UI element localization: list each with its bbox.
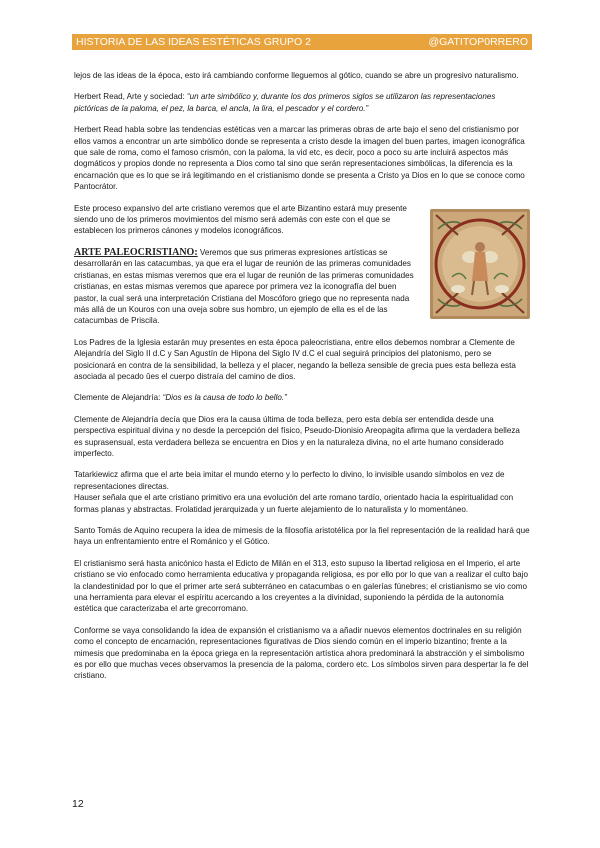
fresco-figure: [430, 209, 530, 319]
quote-author: Clemente de Alejandría:: [74, 393, 163, 403]
paragraph-edicto-milan: El cristianismo será hasta anicónico hasta el Edicto de Milán en el 313, esto supuso la libertad religiosa en el Imperio, el arte cristiano se vio enfocado como herramienta educativa y propaganda religiosa, es por ello por lo que van a realizar el culto bajo la clandestinidad por lo que el primer arte será subterráneo en catacumbas o en galerías fúnebres; el cristianismo se vio como una herramienta para elevar el espíritu acercando a los creyentes a la divinidad, suponiendo la pérdida de la autonomía estética que caracterizaba el arte grecorromano.: [74, 558, 528, 614]
paragraph-clemente-quote: [74, 392, 530, 403]
paragraph-bizantino: Este proceso expansivo del arte cristiano veremos que el arte Bizantino estará muy presente siendo uno de los primeros movimientos del mismo será además con este con el que se establecen los primeros cánones y modelos iconográficos.: [74, 203, 407, 236]
document-header: [72, 34, 532, 50]
header-title: HISTORIA DE LAS IDEAS ESTÉTICAS GRUPO 2: [76, 36, 311, 48]
section-body: Veremos que sus primeras expresiones artísticas se desarrollarán en las catacumbas, ya que era el lugar de reunión de las primeras comunidades cristianas, en estas mismas veremos que era el lugar de reunión de las primeras comunidades cristianas, en estas mismas veremos que aparece por primera vez la iconografía del buen pastor, la cual será una interpretación Cristiana del Moscóforo griego que no representa nada más allá de un Kouros con una oveja sobre sus hombro, un ejemplo de ella es el de las catacumbas de Priscila.: [74, 247, 414, 326]
paragraph-hauser: Hauser señala que el arte cristiano primitivo era una evolución del arte romano tardío, orientado hacia la espiritualidad con formas planas y abstractas. Frolatidad jerarquizada y un fuerte alejamiento de lo naturalista y lo momentáneo.: [74, 493, 514, 514]
paragraph-read-quote: [74, 91, 530, 114]
paragraph-read-analysis: Herbert Read habla sobre las tendencias estéticas ven a marcar las primeras obras de arte bajo el seno del cristianismo por ellos vamos a encontrar un arte simbólico donde se representa a cristo desde la imagen del buen partes, imagen iconográfica que sale de roma, como el famoso crismón, con la paloma, la vid etc, es decir, poco a poco su arte incluirá aspectos más dogmáticos y propios donde no representa a Dios como tal sino que serán representaciones simbólicas, la diferencia es la encarnación que es lo que se irá legitimando en el cristianismo donde se presenta a Cristo ya Dios en lo que se conoce como Pantocrátor.: [74, 125, 525, 192]
paragraph-intro: lejos de las ideas de la época, esto irá cambiando conforme lleguemos al gótico, cuando se abre un progresivo naturalismo.: [74, 71, 519, 80]
paragraph-aquino: Santo Tomás de Aquino recupera la idea de mimesis de la filosofía aristotélica por la fiel representación de la realidad hará que haya un enfrentamiento entre el Románico y el Gótico.: [74, 526, 530, 547]
header-handle: @GATITOP0RRERO: [428, 36, 528, 48]
paragraph-expansion: Conforme se vaya consolidando la idea de expansión el cristianismo va a añadir nuevos elementos doctrinales en su religión como el concepto de encarnación, representaciones figurativas de Dios siendo común en el imperio bizantino; frente a la mimesis que predominaba en la época griega en la representación artística ahora predominará la abstracción y el simbolismo es por ello que muchas veces observamos la presencia de la paloma, cordero etc. Los símbolos sirven para despertar la fe del cristiano.: [74, 625, 529, 681]
paragraph-tatarkiewicz: Tatarkiewicz afirma que el arte beia imitar el mundo eterno y lo perfecto lo divino, lo invisible usando símbolos en vez de representaciones directas.: [74, 470, 505, 491]
good-shepherd-fresco-image: [430, 209, 530, 319]
section-heading: ARTE PALEOCRISTIANO:: [74, 246, 198, 258]
quote-text: “un arte simbólico y, durante los dos primeros siglos se utilizaron las representaciones pictóricas de la paloma, el pez, la barca, el ancla, la lira, el pescador y el cordero.”: [74, 92, 496, 113]
page-content: [74, 70, 530, 692]
page-number: 12: [72, 798, 84, 810]
quote-text: “Dios es la causa de todo lo bello.”: [162, 393, 287, 403]
paragraph-clemente-analysis: Clemente de Alejandría decía que Dios era la causa última de toda belleza, pero esta debía ser entendida desde una perspectiva espiritual divina y no desde la percepción del físico, Pseudo-Dionisio Areopagita afirma que la verdadera belleza es suprasensual, esta verdadera belleza se encuentra en Dios y en la naturaleza divina, no el arte humano considerado imperfecto.: [74, 414, 520, 458]
quote-author: Herbert Read, Arte y sociedad:: [74, 92, 187, 102]
paragraph-padres-iglesia: Los Padres de la Iglesia estarán muy presentes en esta época paleocristiana, entre ellos debemos nombrar a Clemente de Alejandría del Siglo II d.C y San Agustín de Hipona del Siglo IV d.C el cual seguirá principios del platonismo, pero se posicionará en contra de la sensibilidad, la belleza y el placer, negando la belleza sensible de grecia pues esta belleza esta asociada al pecado ûes el cuerpo distraía del camino de dios.: [74, 337, 516, 381]
